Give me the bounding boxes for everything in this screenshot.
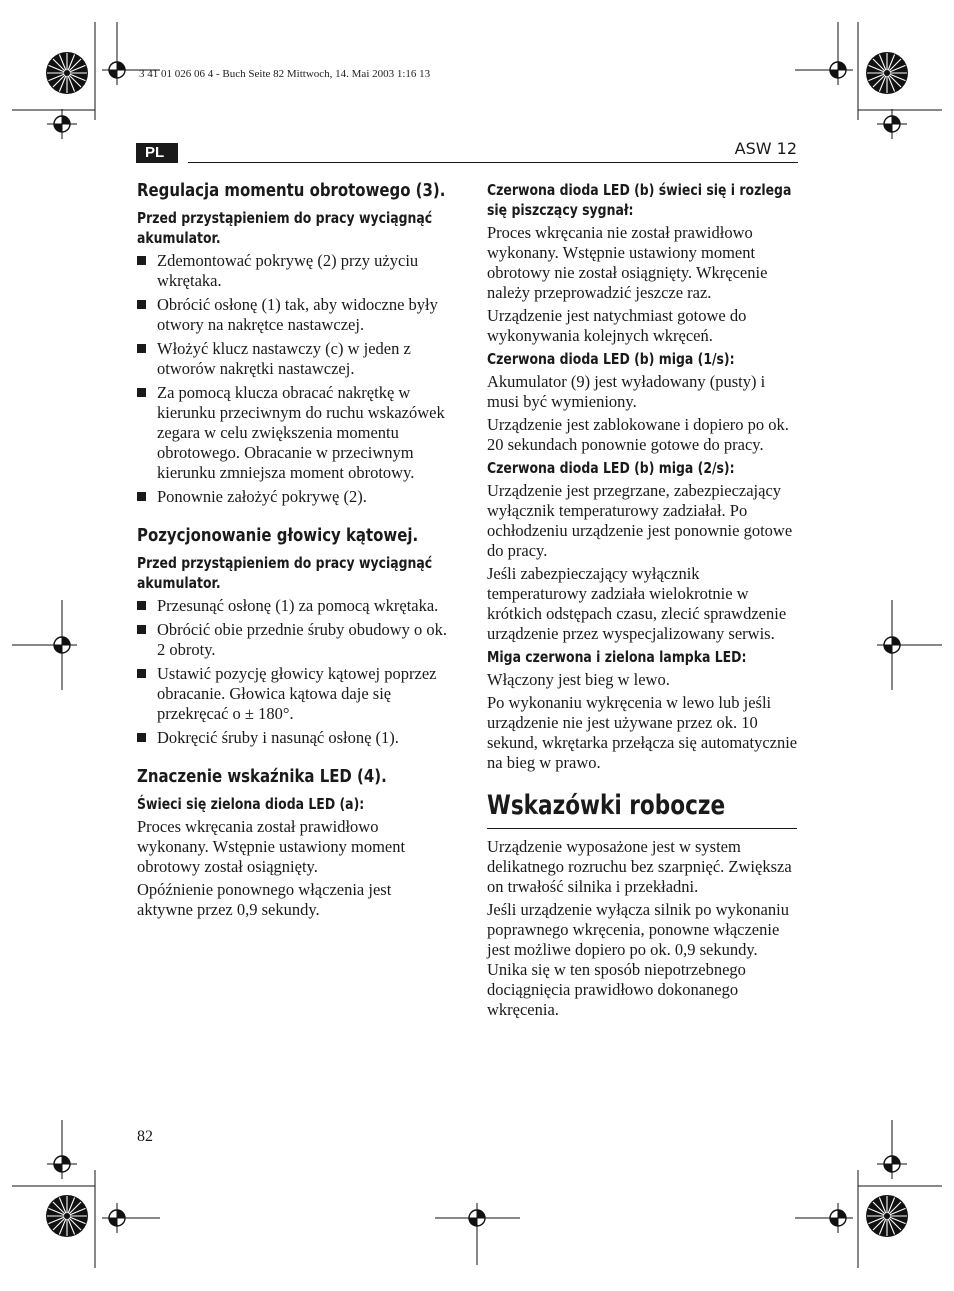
red-led-2s-text-2: Jeśli zabezpieczający wyłącznik temperaturowy zadziała wielokrotnie w krótkich odstępach czasu, zlecić sprawdzenie urządzenie przez wyspecjalizowany serwis. bbox=[487, 564, 787, 643]
working-tips-title: Wskazówki robocze bbox=[487, 790, 726, 821]
red-led-2s-text-1: Urządzenie jest przegrzane, zabezpieczający wyłącznik temperaturowy zadziałał. Po ochłodzeniu urządzenie jest ponownie gotowe do pracy. bbox=[487, 481, 793, 560]
both-led-section bbox=[487, 647, 799, 773]
list-item: Ustawić pozycję głowicy kątowej poprzez obracanie. Głowica kątowa daje się przekręcać o ± 180°. bbox=[137, 664, 449, 724]
working-tips-rule bbox=[487, 828, 797, 829]
angle-head-steps bbox=[137, 596, 449, 748]
red-led-beep-label: Czerwona dioda LED (b) świeci się i rozlega się piszczący sygnał: bbox=[487, 181, 792, 219]
red-led-beep-text-1: Proces wkręcania nie został prawidłowo wykonany. Wstępnie ustawiony moment obrotowy nie został osiągnięty. Wkręcenie należy przeprowadzić jeszcze raz. bbox=[487, 223, 768, 302]
torque-battery-note: Przed przystąpieniem do pracy wyciągnąć akumulator. bbox=[137, 209, 433, 247]
led-heading: Znaczenie wskaźnika LED (4). bbox=[137, 766, 387, 787]
red-led-2s-label: Czerwona dioda LED (b) miga (2/s): bbox=[487, 459, 735, 477]
torque-heading: Regulacja momentu obrotowego (3). bbox=[137, 180, 446, 201]
left-column bbox=[137, 180, 449, 923]
both-led-text-1: Włączony jest bieg w lewo. bbox=[487, 670, 670, 689]
page-number: 82 bbox=[137, 1128, 153, 1145]
red-led-beep-section bbox=[487, 180, 799, 346]
green-led-text-2: Opóźnienie ponownego włączenia jest aktywne przez 0,9 sekundy. bbox=[137, 880, 392, 919]
led-section bbox=[137, 766, 449, 920]
list-item: Włożyć klucz nastawczy (c) w jeden z otworów nakrętki nastawczej. bbox=[137, 339, 449, 379]
bullet-square-icon bbox=[137, 669, 146, 678]
green-led-text-1: Proces wkręcania został prawidłowo wykonany. Wstępnie ustawiony moment obrotowy został osiągnięty. bbox=[137, 817, 406, 876]
red-led-1s-section bbox=[487, 349, 799, 455]
bullet-square-icon bbox=[137, 300, 146, 309]
list-item: Obrócić osłonę (1) tak, aby widoczne były otwory na nakrętce nastawczej. bbox=[137, 295, 449, 335]
list-item: Przesunąć osłonę (1) za pomocą wkrętaka. bbox=[137, 596, 449, 616]
both-led-text-2: Po wykonaniu wykręcenia w lewo lub jeśli urządzenie nie jest używane przez ok. 10 sekund, wkrętarka przełącza się automatycznie na bieg w prawo. bbox=[487, 693, 798, 772]
model-name: ASW 12 bbox=[734, 139, 797, 158]
list-item: Zdemontować pokrywę (2) przy użyciu wkrętaka. bbox=[137, 251, 449, 291]
list-item: Obrócić obie przednie śruby obudowy o ok. 2 obroty. bbox=[137, 620, 449, 660]
language-badge: PL bbox=[136, 143, 178, 163]
list-item: Dokręcić śruby i nasunąć osłonę (1). bbox=[137, 728, 449, 748]
red-led-2s-section bbox=[487, 458, 799, 644]
angle-head-heading: Pozycjonowanie głowicy kątowej. bbox=[137, 525, 419, 546]
torque-section bbox=[137, 180, 449, 507]
bullet-square-icon bbox=[137, 388, 146, 397]
list-item: Za pomocą klucza obracać nakrętkę w kierunku przeciwnym do ruchu wskazówek zegara w celu zwiększenia momentu obrotowego. Obracanie w przeciwnym kierunku zmniejsza moment obrotowy. bbox=[137, 383, 449, 483]
angle-head-battery-note: Przed przystąpieniem do pracy wyciągnąć akumulator. bbox=[137, 554, 433, 592]
red-led-1s-text-2: Urządzenie jest zablokowane i dopiero po ok. 20 sekundach ponownie gotowe do pracy. bbox=[487, 415, 789, 454]
bullet-square-icon bbox=[137, 601, 146, 610]
angle-head-section bbox=[137, 525, 449, 748]
bullet-square-icon bbox=[137, 344, 146, 353]
bullet-square-icon bbox=[137, 492, 146, 501]
bullet-square-icon bbox=[137, 733, 146, 742]
red-led-1s-text-1: Akumulator (9) jest wyładowany (pusty) i musi być wymieniony. bbox=[487, 372, 766, 411]
working-tips-text-1: Urządzenie wyposażone jest w system delikatnego rozruchu bez szarpnięć. Zwiększa on trwałość silnika i przekładni. bbox=[487, 837, 792, 896]
print-slug-line: 3 41 01 026 06 4 - Buch Seite 82 Mittwoch, 14. Mai 2003 1:16 13 bbox=[139, 68, 431, 80]
red-led-beep-text-2: Urządzenie jest natychmiast gotowe do wykonywania kolejnych wkręceń. bbox=[487, 306, 747, 345]
bullet-square-icon bbox=[137, 625, 146, 634]
working-tips-section bbox=[487, 790, 799, 1020]
torque-steps bbox=[137, 251, 449, 507]
bullet-square-icon bbox=[137, 256, 146, 265]
list-item: Ponownie założyć pokrywę (2). bbox=[137, 487, 449, 507]
red-led-1s-label: Czerwona dioda LED (b) miga (1/s): bbox=[487, 350, 735, 368]
working-tips-text-2: Jeśli urządzenie wyłącza silnik po wykonaniu poprawnego wkręcenia, ponowne włączenie jest możliwe dopiero po ok. 0,9 sekundy. Unika się w ten sposób niepotrzebnego dociągnięcia prawidłowo dokonanego wkręcenia. bbox=[487, 900, 789, 1019]
header-rule bbox=[188, 162, 798, 163]
both-led-label: Miga czerwona i zielona lampka LED: bbox=[487, 648, 747, 666]
green-led-label: Świeci się zielona dioda LED (a): bbox=[137, 795, 365, 813]
right-column bbox=[487, 180, 799, 1023]
